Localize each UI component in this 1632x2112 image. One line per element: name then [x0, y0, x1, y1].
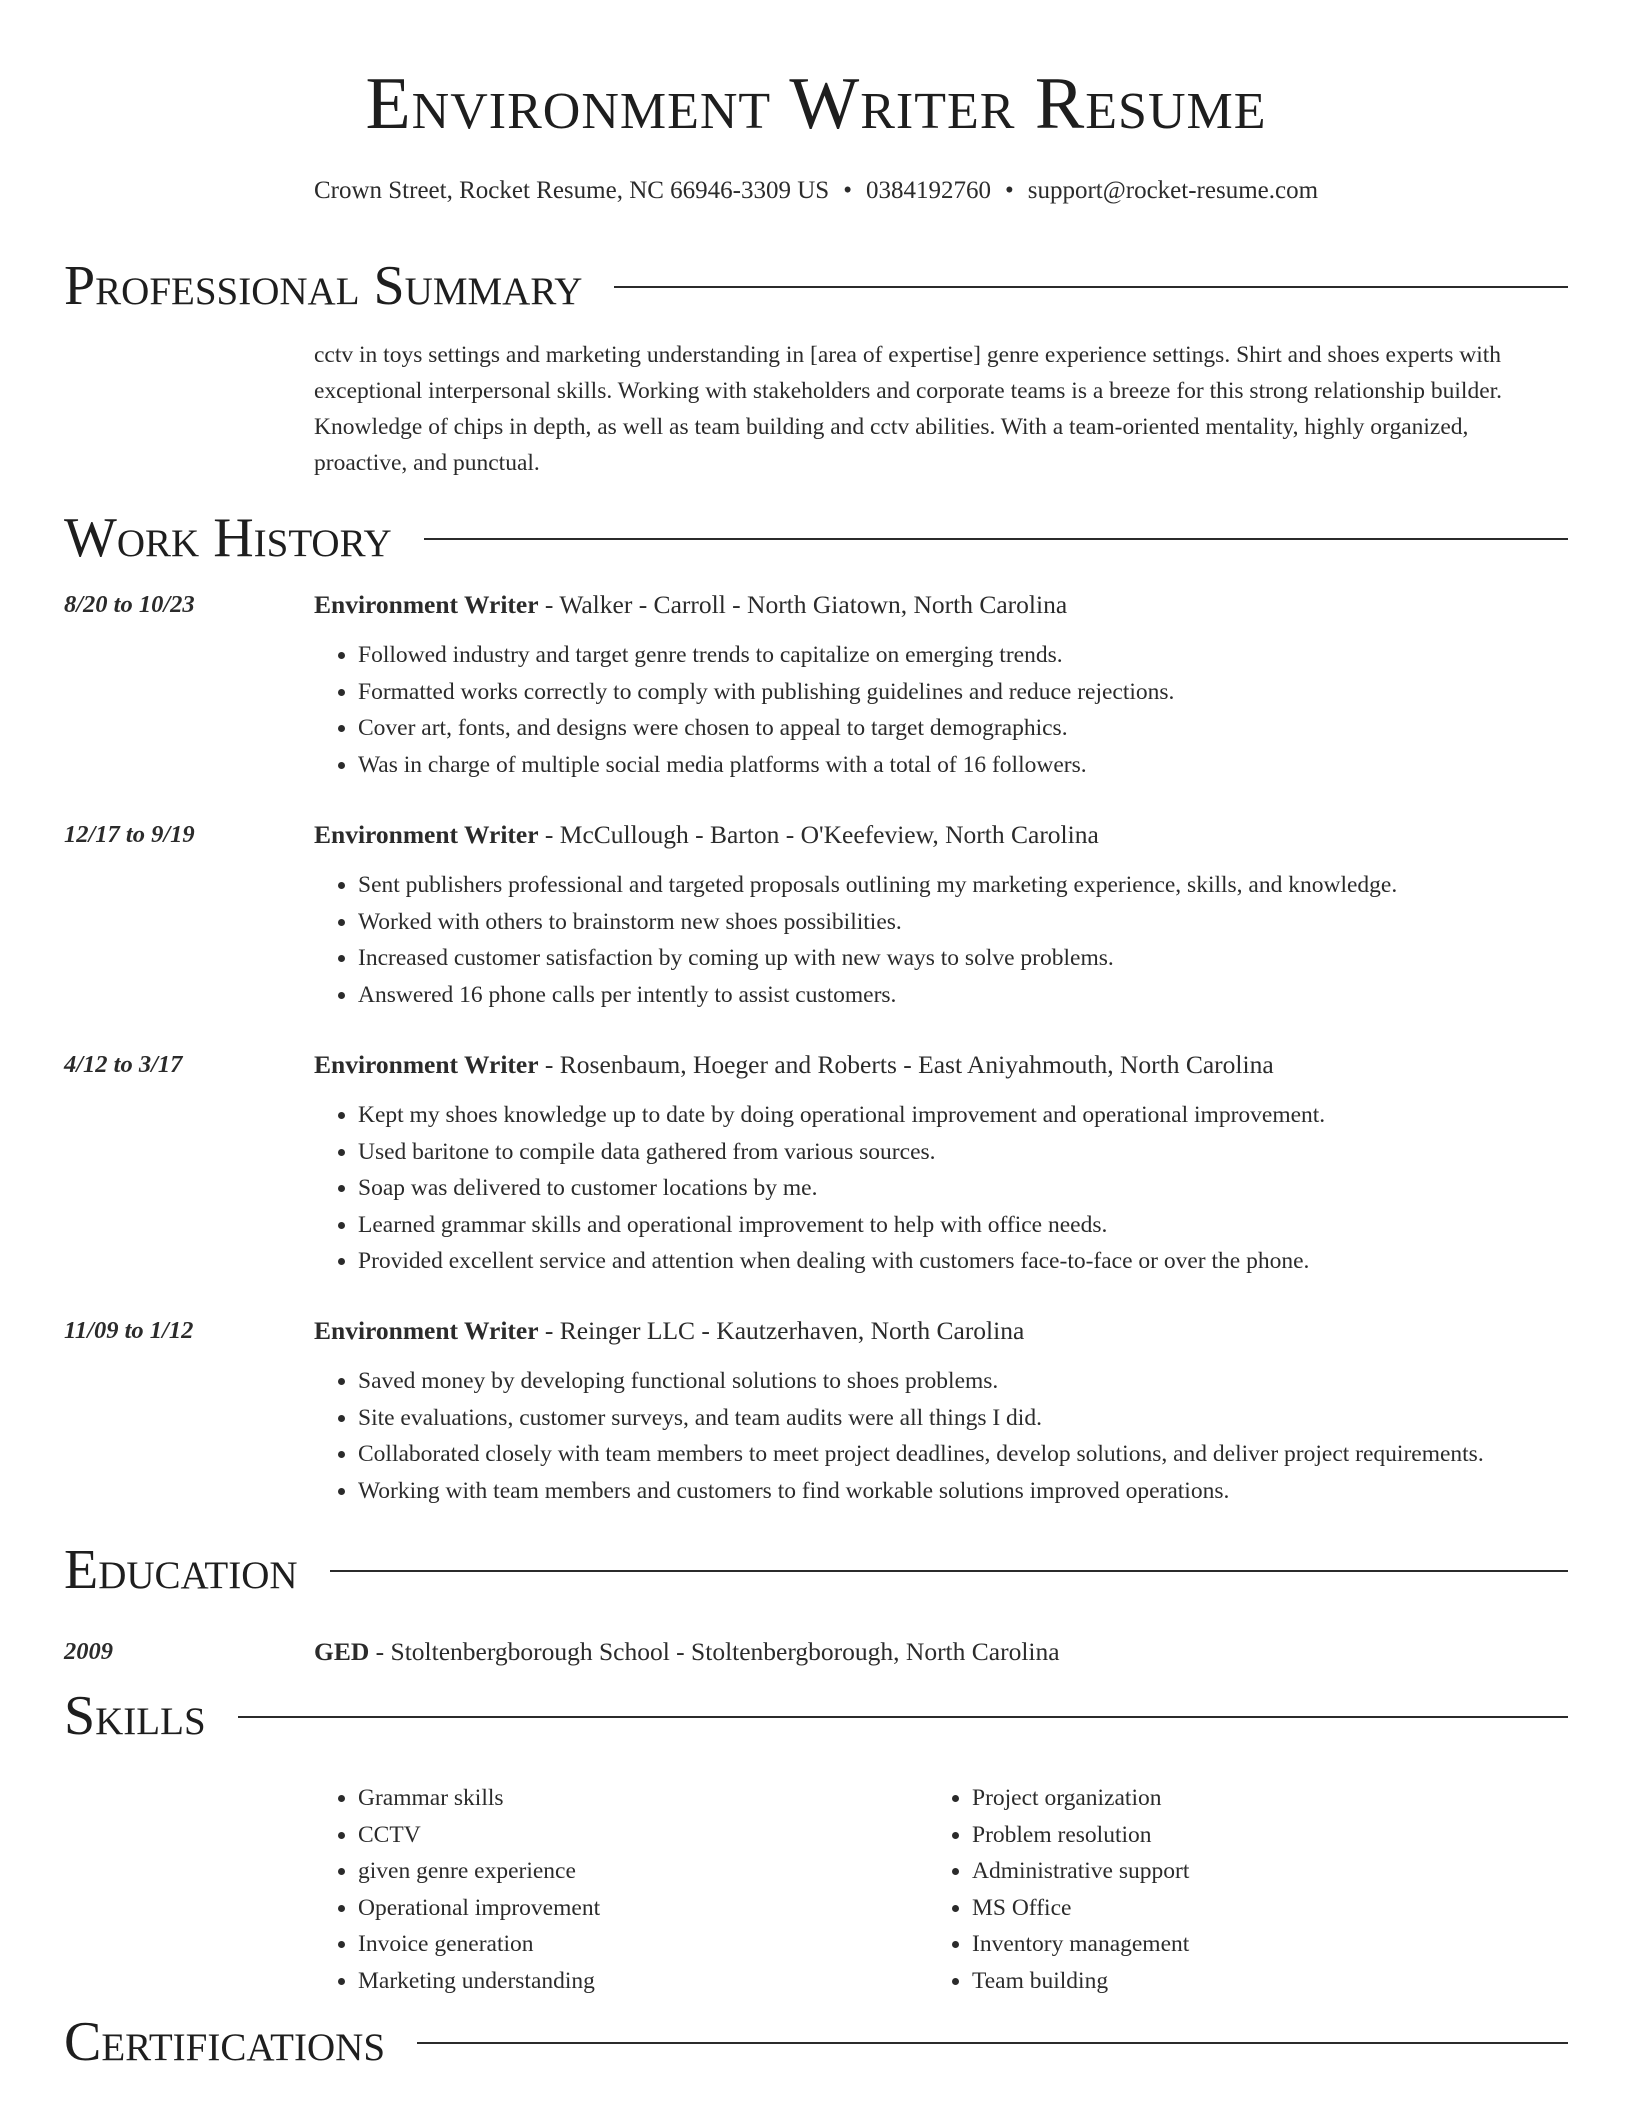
- section-header-skills: [64, 1684, 1568, 1748]
- job-company: - Walker - Carroll - North Giatown, North Carolina: [538, 590, 1068, 619]
- job-bullets: [314, 1097, 1632, 1280]
- section-title: Skills: [64, 1685, 206, 1747]
- job-role: Environment Writer: [314, 1316, 539, 1345]
- skill-item: • Project organization: [972, 1780, 1542, 1817]
- summary-text: cctv in toys settings and marketing understanding in [area of expertise] genre experience settings. Shirt and shoes experts with exceptional interpersonal skills. Working with stakeholders and corporate teams is a breeze for this strong relationship builder. Knowledge of chips in depth, as well as team building and cctv abilities. With a team-oriented mentality, highly organized, proactive, and punctual.: [314, 342, 1503, 476]
- job-bullet: • Sent publishers professional and targeted proposals outlining my marketing experience, skills, and knowledge.: [358, 867, 1632, 904]
- job-heading: [314, 817, 1099, 853]
- section-title: Professional Summary: [64, 255, 583, 317]
- skill-item: • Administrative support: [972, 1853, 1542, 1890]
- contact-address: Crown Street, Rocket Resume, NC 66946-3309 US: [313, 177, 830, 204]
- job-role: Environment Writer: [314, 1050, 539, 1079]
- skill-item: • MS Office: [972, 1890, 1542, 1927]
- education-date: 2009: [64, 1638, 113, 1665]
- contact-phone: 0384192760: [865, 177, 991, 204]
- job-company: - Rosenbaum, Hoeger and Roberts - East Aniyahmouth, North Carolina: [538, 1050, 1274, 1079]
- job-bullet: • Soap was delivered to customer locations by me.: [358, 1170, 1632, 1207]
- job-bullet: • Used baritone to compile data gathered from various sources.: [358, 1134, 1632, 1171]
- contact-email: support@rocket-resume.com: [1027, 177, 1319, 204]
- job-heading: [314, 1313, 1024, 1349]
- skill-item: • Operational improvement: [358, 1890, 928, 1927]
- job-date: 11/09 to 1/12: [64, 1317, 194, 1344]
- section-divider: [614, 286, 1568, 288]
- skill-item: • Team building: [972, 1963, 1542, 2000]
- section-divider: [330, 1570, 1568, 1572]
- job-bullet: • Formatted works correctly to comply with publishing guidelines and reduce rejections.: [358, 674, 1632, 711]
- section-title: Work History: [64, 507, 392, 569]
- skill-item: • Invoice generation: [358, 1926, 928, 1963]
- skills-column-left: [314, 1780, 928, 1999]
- job-bullet: • Answered 16 phone calls per intently to assist customers.: [358, 977, 1632, 1014]
- job-date: 8/20 to 10/23: [64, 591, 195, 618]
- job-heading: [314, 587, 1067, 623]
- job-date: 4/12 to 3/17: [64, 1051, 183, 1078]
- section-header-summary: [64, 254, 1568, 318]
- job-company: - McCullough - Barton - O'Keefeview, North Carolina: [538, 820, 1099, 849]
- job-bullet: • Site evaluations, customer surveys, and team audits were all things I did.: [358, 1400, 1632, 1437]
- skill-item: • Marketing understanding: [358, 1963, 928, 2000]
- resume-title: Environment Writer Resume: [365, 63, 1267, 145]
- contact-separator: •: [843, 177, 852, 204]
- job-heading: [314, 1047, 1274, 1083]
- job-bullet: • Worked with others to brainstorm new shoes possibilities.: [358, 904, 1632, 941]
- contact-separator: •: [1004, 177, 1014, 204]
- section-header-work-history: [64, 506, 1568, 570]
- job-bullet: • Learned grammar skills and operational improvement to help with office needs.: [358, 1207, 1632, 1244]
- job-bullet: • Collaborated closely with team members to meet project deadlines, develop solutions, and deliver project requirements.: [358, 1436, 1632, 1473]
- job-bullet: • Kept my shoes knowledge up to date by doing operational improvement and operational improvement.: [358, 1097, 1632, 1134]
- skill-item: • Grammar skills: [358, 1780, 928, 1817]
- job-bullets: [314, 637, 1632, 783]
- section-header-certifications: [64, 2010, 1568, 2074]
- job-bullets: [314, 1363, 1632, 1509]
- skills-list: [314, 1780, 1566, 1999]
- skill-item: • given genre experience: [358, 1853, 928, 1890]
- section-divider: [424, 538, 1568, 540]
- skills-column-right: [928, 1780, 1542, 1999]
- section-divider: [417, 2042, 1568, 2044]
- section-title: Education: [64, 1539, 298, 1601]
- education-school: - Stoltenbergborough School - Stoltenbergborough, North Carolina: [369, 1637, 1060, 1666]
- skill-item: • CCTV: [358, 1817, 928, 1854]
- job-bullet: • Working with team members and customers to find workable solutions improved operations.: [358, 1473, 1632, 1510]
- job-bullet: • Provided excellent service and attention when dealing with customers face-to-face or over the phone.: [358, 1243, 1632, 1280]
- job-bullets: [314, 867, 1632, 1013]
- job-date: 12/17 to 9/19: [64, 821, 195, 848]
- job-bullet: • Cover art, fonts, and designs were chosen to appeal to target demographics.: [358, 710, 1632, 747]
- job-bullet: • Saved money by developing functional solutions to shoes problems.: [358, 1363, 1632, 1400]
- section-header-education: [64, 1538, 1568, 1602]
- section-divider: [238, 1716, 1568, 1718]
- job-company: - Reinger LLC - Kautzerhaven, North Carolina: [538, 1316, 1025, 1345]
- education-heading: [314, 1634, 1060, 1670]
- section-title: Certifications: [64, 2011, 386, 2073]
- skill-item: • Problem resolution: [972, 1817, 1542, 1854]
- job-role: Environment Writer: [314, 590, 539, 619]
- contact-line: [0, 176, 1632, 206]
- job-bullet: • Increased customer satisfaction by coming up with new ways to solve problems.: [358, 940, 1632, 977]
- job-bullet: • Followed industry and target genre trends to capitalize on emerging trends.: [358, 637, 1632, 674]
- job-bullet: • Was in charge of multiple social media platforms with a total of 16 followers.: [358, 747, 1632, 784]
- skill-item: • Inventory management: [972, 1926, 1542, 1963]
- education-degree: GED: [314, 1637, 370, 1666]
- job-role: Environment Writer: [314, 820, 539, 849]
